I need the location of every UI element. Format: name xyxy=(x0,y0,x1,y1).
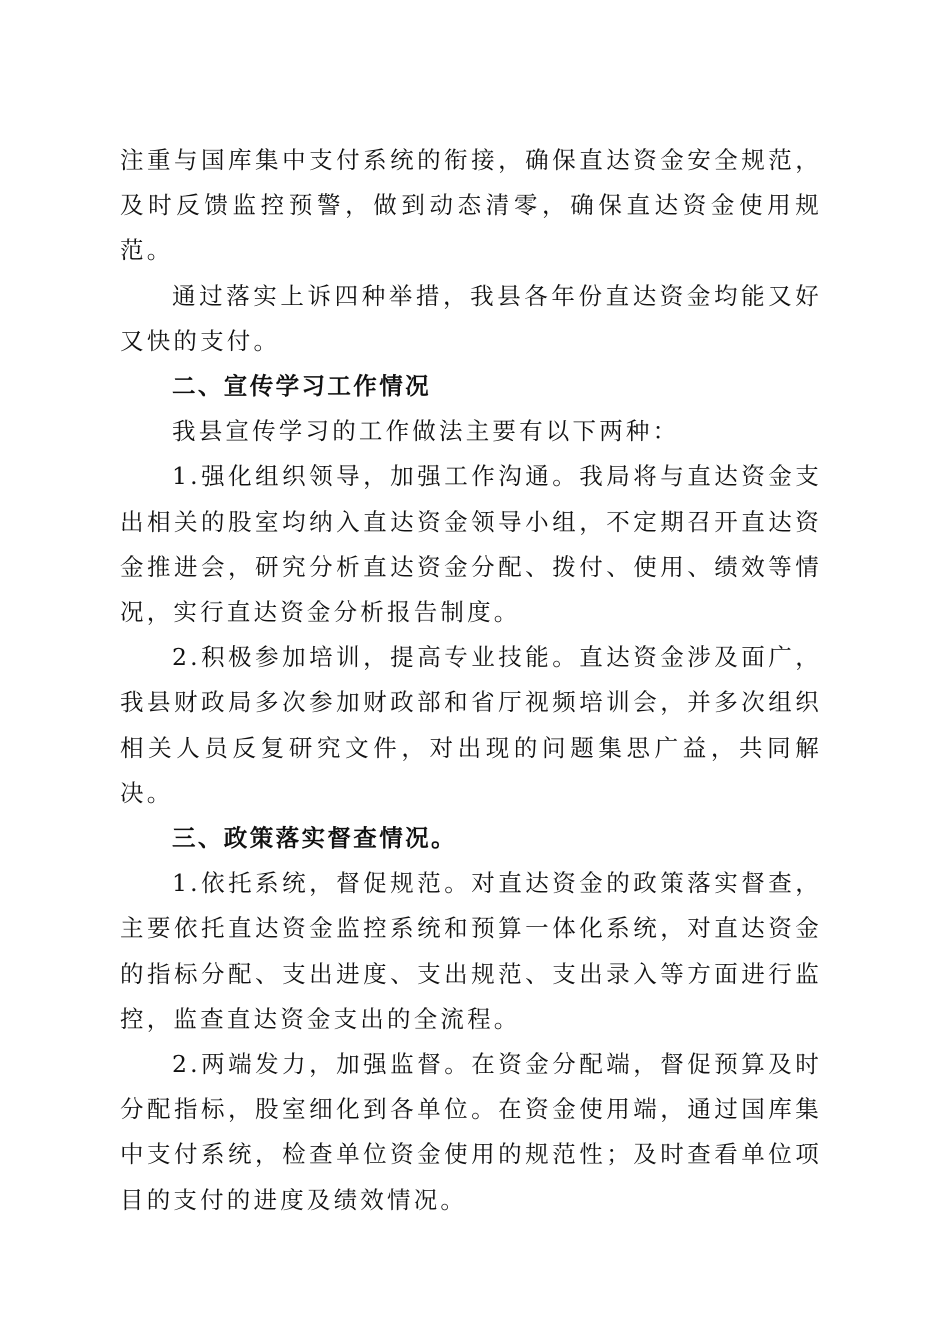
paragraph-supervision-item-2: 2.两端发力，加强监督。在资金分配端，督促预算及时分配指标，股室细化到各单位。在资金使用端，通过国库集中支付系统，检查单位资金使用的规范性；及时查看单位项目的支付的进度及绩效情况。 xyxy=(120,1050,822,1214)
paragraph-publicity-item-1: 1.强化组织领导，加强工作沟通。我局将与直达资金支出相关的股室均纳入直达资金领导小组，不定期召开直达资金推进会，研究分析直达资金分配、拨付、使用、绩效等情况，实行直达资金分析报告制度。 xyxy=(120,462,822,627)
paragraph-publicity-item-2: 2.积极参加培训，提高专业技能。直达资金涉及面广，我县财政局多次参加财政部和省厅视频培训会，并多次组织相关人员反复研究文件，对出现的问题集思广益，共同解决。 xyxy=(120,643,822,807)
section-heading-policy-supervision: 三、政策落实督查情况。 xyxy=(172,824,457,853)
section-heading-publicity-study: 二、宣传学习工作情况 xyxy=(172,372,431,401)
paragraph-publicity-intro: 我县宣传学习的工作做法主要有以下两种： xyxy=(172,417,680,446)
document-body xyxy=(120,138,822,1223)
paragraph-supervision-item-1: 1.依托系统，督促规范。对直达资金的政策落实督查，主要依托直达资金监控系统和预算一体化系统，对直达资金的指标分配、支出进度、支出规范、支出录入等方面进行监控，监查直达资金支出的全流程。 xyxy=(120,869,822,1033)
paragraph-continuation: 注重与国库集中支付系统的衔接，确保直达资金安全规范，及时反馈监控预警，做到动态清零，确保直达资金使用规范。 xyxy=(120,146,822,265)
paragraph-summary: 通过落实上诉四种举措，我县各年份直达资金均能又好又快的支付。 xyxy=(120,281,822,355)
